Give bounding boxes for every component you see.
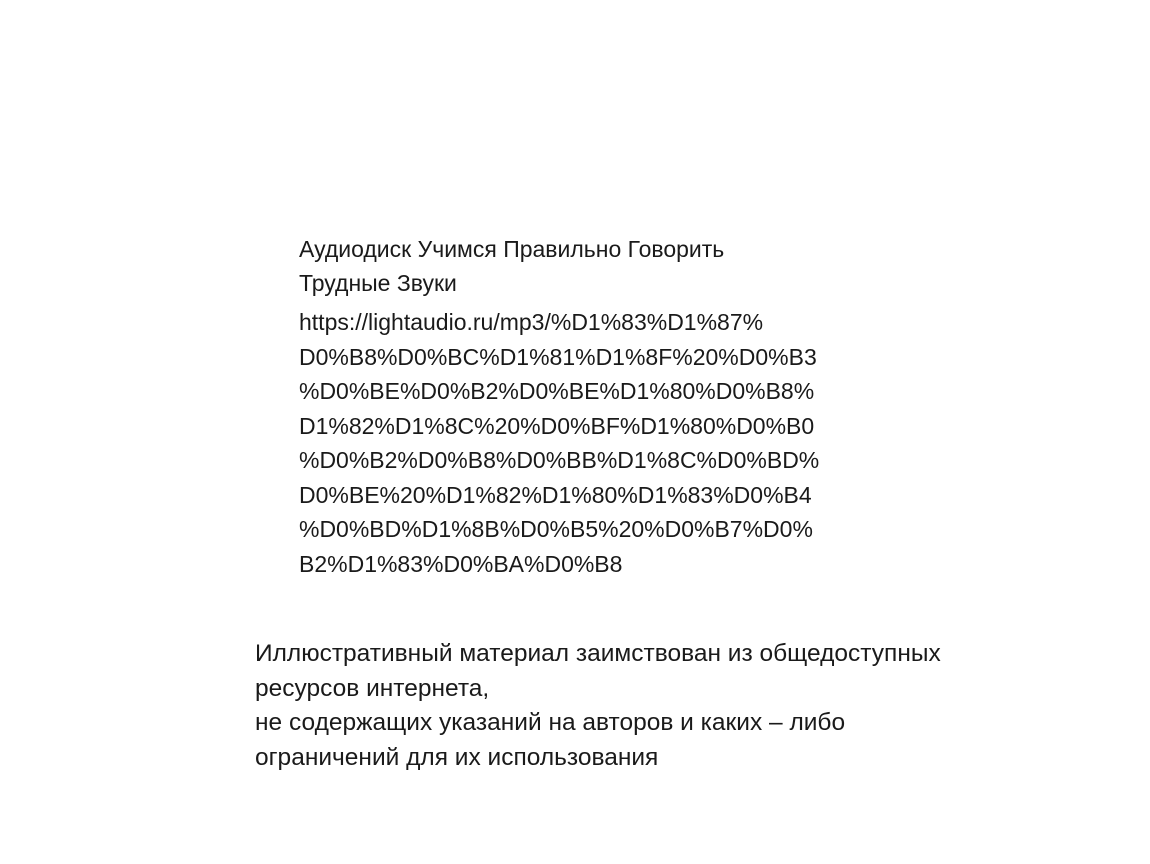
url-line: https://lightaudio.ru/mp3/%D1%83%D1%87%: [299, 309, 764, 335]
url-line: D1%82%D1%8C%20%D0%BF%D1%80%D0%B0: [299, 412, 815, 439]
url-line: %D0%BD%D1%8B%D0%B5%20%D0%B7%D0%: [299, 516, 813, 542]
url-line: D0%BE%20%D1%82%D1%80%D1%83%D0%B4: [299, 481, 812, 508]
disclaimer-line: ограничений для их использования: [255, 743, 659, 771]
source-title: Аудиодиск Учимся Правильно Говорить Трудные Звуки: [299, 236, 725, 296]
disclaimer-text: [255, 637, 1115, 775]
disclaimer-line: ресурсов интернета,: [255, 674, 490, 702]
url-line: D0%B8%D0%BC%D1%81%D1%8F%20%D0%B3: [299, 343, 817, 370]
disclaimer-line: Иллюстративный материал заимствован из общедоступных: [255, 640, 941, 667]
disclaimer-line: не содержащих указаний на авторов и каких – либо: [255, 709, 846, 736]
url-line: B2%D1%83%D0%BA%D0%B8: [299, 550, 623, 577]
url-line: %D0%BE%D0%B2%D0%BE%D1%80%D0%B8%: [299, 378, 815, 404]
url-line: %D0%B2%D0%B8%D0%BB%D1%8C%D0%BD%: [299, 447, 820, 473]
source-url-link[interactable]: [299, 305, 899, 581]
source-block: [299, 232, 899, 581]
